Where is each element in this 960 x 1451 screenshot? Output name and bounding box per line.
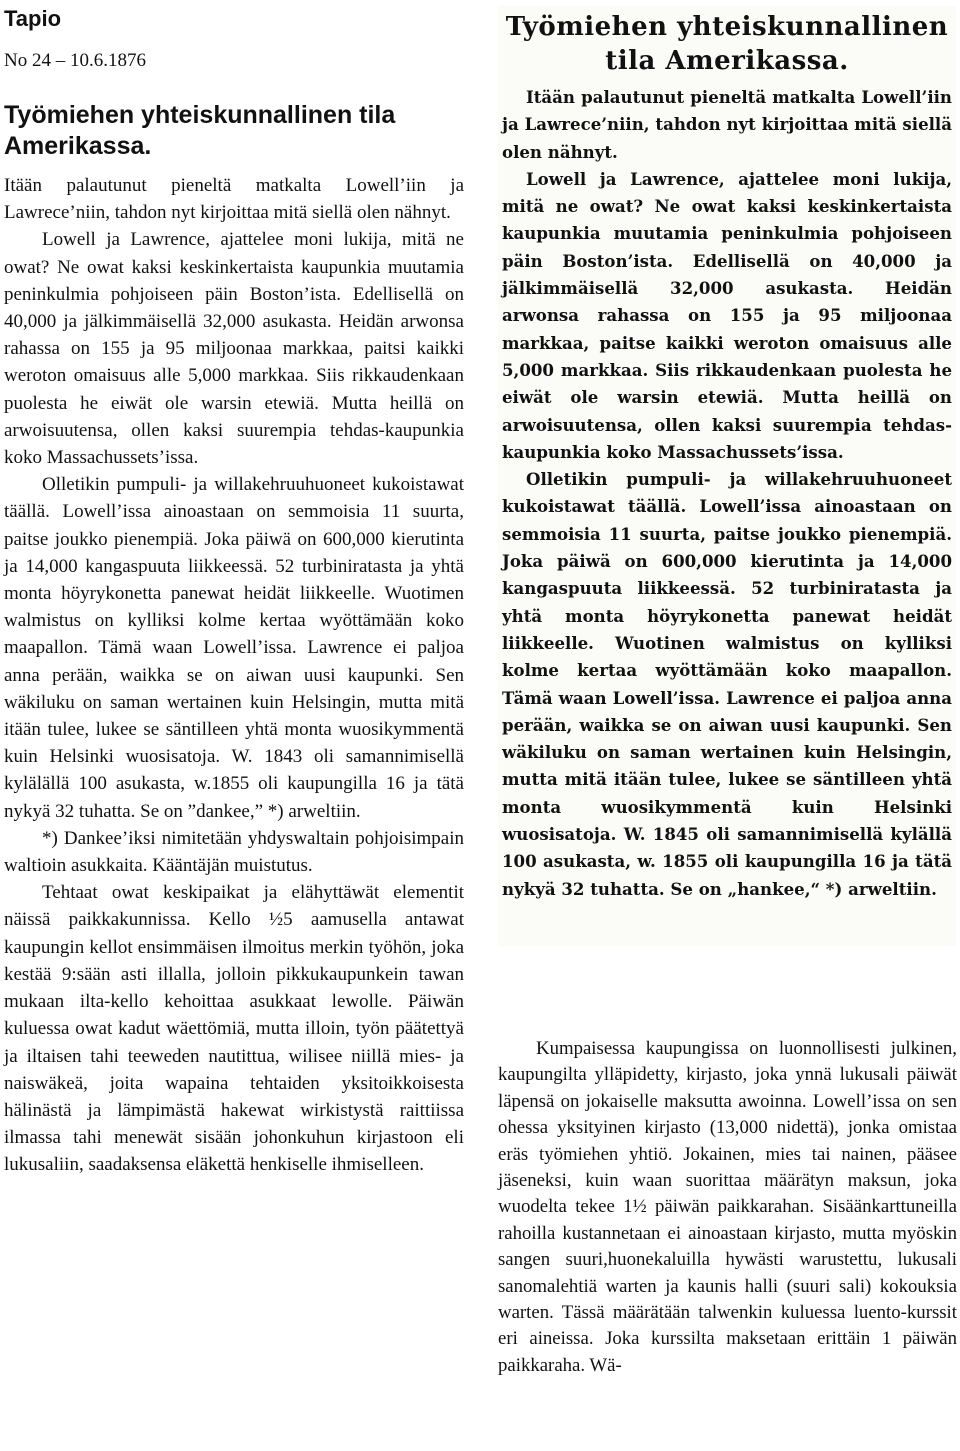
article-paragraph: Lowell ja Lawrence, ajattelee moni lukija, mitä ne owat? Ne owat kaksi keskinkertaista kaupunkia muutamia peninkulmia pohjoiseen päin Boston’ista. Edellisellä on 40,000 ja jälkimmäisellä 32,000 asukasta. Heidän arwonsa rahassa on 155 ja 95 miljoonaa markkaa, paitsi kaikki weroton omaisuus alle 5,000 markkaa. Siis rikkaudenkaan puolesta he eiwät ole warsin etewiä. Mutta heillä on arwoisuutensa, ollen kaksi suurempia tehdas-kaupunkia koko Massachussets’issa. [4, 229, 464, 469]
clipping-paragraph: Olletikin pumpuli- ja willakehruuhuoneet kukoistawat täällä. Lowell’issa ainoastaan on semmoisia 11 suurta, paitse joukko pienempiä. Joka päiwä on 600,000 kierutinta ja 14,000 kangaspuuta liikkeessä. 52 turbiniratasta ja yhtä monta höyrykonetta panewat heidät liikkeelle. Wuotinen walmistus on kylliksi kolme kertaa wyöttämään koko maapallon. Tämä waan Lowell’issa. Lawrence ei paljoa anna perään, waikka se on aiwan uusi kaupunki. Sen wäkiluku on saman wertainen kuin Helsingin, mutta mitä itään tulee, lukee se säntilleen yhtä monta wuosikymmentä kuin Helsinki wuosisatoja. W. 1845 oli samannimisellä kylällä 100 asukasta, w. 1855 oli kaupungilla 16 ja tätä nykyä 32 tuhatta. Se on „hankee,“ *) arweltiin. [502, 469, 952, 899]
article-paragraph: Tehtaat owat keskipaikat ja elähyttäwät elementit näissä paikkakunnissa. Kello ½5 aamusella antawat kaupungin kellot ensimmäisen ilmoitus merkin työhön, joka kestää 9:sään asti illalla, jolloin pikkukaupunkein tawan mukaan ilta-kello kehoittaa asukkaat lewolle. Päiwän kuluessa owat kadut wäettömiä, mutta illoin, työn päätettyä ja iltaisen tahi teeweden nautittua, wilisee niillä mies- ja naiswäkeä, joita wapaina tehtaiden yksitoikkoisesta hälinästä ja lämpimästä hakewat wirkistystä raittiissa ilmassa tahi menewät sisään johonkuhun kirjastoon eli lukusaliin, saadaksensa eläkettä henkiselle ihmiselleen. [4, 882, 464, 1176]
article-paragraph: Itään palautunut pieneltä matkalta Lowell’iin ja Lawrece’niin, tahdon nyt kirjoittaa mitä siellä olen nähnyt. [4, 175, 464, 224]
clipping-paragraph: Itään palautunut pieneltä matkalta Lowell’iin ja Lawrece’niin, tahdon nyt kirjoittaa mitä siellä olen nähnyt. [502, 87, 952, 162]
article-continuation-paragraph: Kumpaisessa kaupungissa on luonnollisesti julkinen, kaupungilta ylläpidetty, kirjasto, joka ynnä lukusali päiwät läpensä on jokaiselle maksutta awoinna. Lowell’issa on sen ohessa yksityinen kirjasto (13,000 nidettä), jonka omistaa eräs työmiehen yhtiö. Jokainen, mies tai nainen, pääsee jäseneksi, kuin waan suorittaa määrätyn maksun, joka wuodelta tekee 1½ päiwän paikkarahan. Sisäänkarttuneilla rahoilla kustannetaan ei ainoastaan kirjasto, mutta myöskin sangen suuri,huonekaluilla hywästi warustettu, lukusali sanomalehtiä warten ja kaunis halli (suuri sali) kokouksia warten. Tässä määrätään talwenkin kuluessa luento-kurssit eri aineissa. Joka kurssilta maksetaan erittäin 1 päiwän paikkaraha. Wä- [498, 1038, 957, 1376]
clipping-body [498, 84, 956, 903]
article-title: Työmiehen yhteiskunnallinen tila Amerikassa. [4, 101, 396, 160]
clipping-title: Työmiehen yhteiskunnallinen tila Amerikassa. [505, 12, 949, 76]
publication-name: Tapio [4, 6, 62, 31]
footnote: *) Dankee’iksi nimitetään yhdyswaltain pohjoisimpain waltioin asukkaita. Kääntäjän muistutus. [4, 827, 464, 877]
clipping-paragraph: Lowell ja Lawrence, ajattelee moni lukija, mitä ne owat? Ne owat kaksi keskinkertaista kaupunkia muutamia peninkulmia pohjoiseen päin Boston’ista. Edellisellä on 40,000 ja jälkimmäisellä 32,000 asukasta. Heidän arwonsa rahassa on 155 ja 95 miljoonaa markkaa, paitse kaikki weroton omaisuus alle 5,000 markkaa. Siis rikkaudenkaan puolesta he eiwät ole warsin etewiä. Mutta heillä on arwoisuutensa, ollen kaksi suurempia tehdas-kaupunkia koko Massachussets’issa. [502, 168, 952, 462]
article-paragraph: Olletikin pumpuli- ja willakehruuhuoneet kukoistawat täällä. Lowell’issa ainoastaan on semmoisia 11 suurta, paitse joukko pienempiä. Joka päiwä on 600,000 kierutinta ja 14,000 kangaspuuta liikkeessä. 52 turbiniratasta ja yhtä monta höyrykonetta panewat heidät liikkeelle. Wuotimen walmistus on kylliksi kolme kertaa wyöttämään koko maapallon. Tämä waan Lowell’issa. Lawrence ei paljoa anna perään, waikka se on aiwan uusi kaupunki. Sen wäkiluku on saman wertainen kuin Helsingin, mutta mitä itään tulee, lukee se säntilleen yhtä monta wuosikymmentä kuin Helsinki wuosisatoja. W. 1843 oli samannimisellä kylälällä 100 asukasta, w.1855 oli kaupungilla 16 ja tätä nykyä 32 tuhatta. Se on ”dankee,” *) arweltiin. [4, 474, 464, 822]
issue-line: No 24 – 10.6.1876 [4, 50, 146, 71]
original-newspaper-clipping [498, 6, 956, 946]
article-body-left-column [4, 172, 464, 1179]
article-body-right-column [498, 1036, 957, 1379]
